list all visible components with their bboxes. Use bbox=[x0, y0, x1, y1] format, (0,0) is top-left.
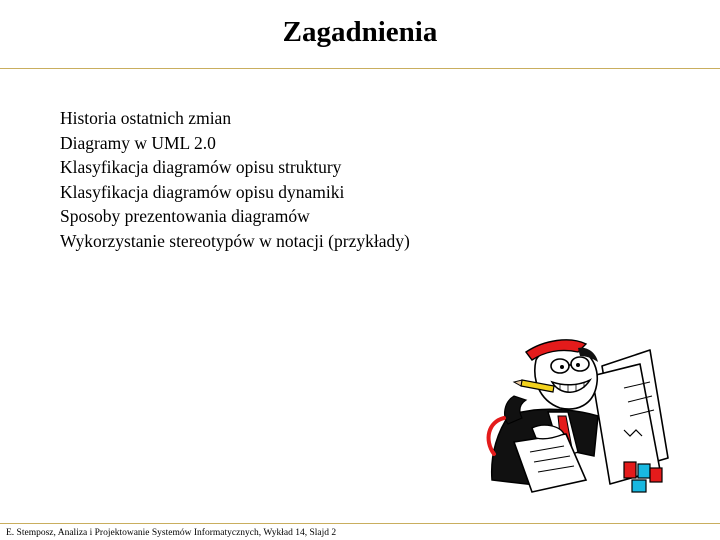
footer-divider bbox=[0, 523, 720, 524]
topic-item: Klasyfikacja diagramów opisu struktury bbox=[60, 157, 342, 177]
title-divider bbox=[0, 68, 720, 69]
slide-footer: E. Stemposz, Analiza i Projektowanie Systemów Informatycznych, Wykład 14, Slajd 2 bbox=[6, 528, 337, 538]
slide-title: Zagadnienia bbox=[282, 16, 438, 48]
topic-item: Diagramy w UML 2.0 bbox=[60, 132, 216, 153]
topic-list bbox=[60, 106, 410, 253]
cartoon-man-with-pencil-and-papers-icon bbox=[474, 330, 670, 500]
topic-item: Historia ostatnich zmian bbox=[60, 108, 232, 128]
topic-item: Wykorzystanie stereotypów w notacji (przykłady) bbox=[60, 230, 410, 251]
topic-item: Sposoby prezentowania diagramów bbox=[60, 206, 310, 226]
topic-item: Klasyfikacja diagramów opisu dynamiki bbox=[60, 181, 345, 202]
